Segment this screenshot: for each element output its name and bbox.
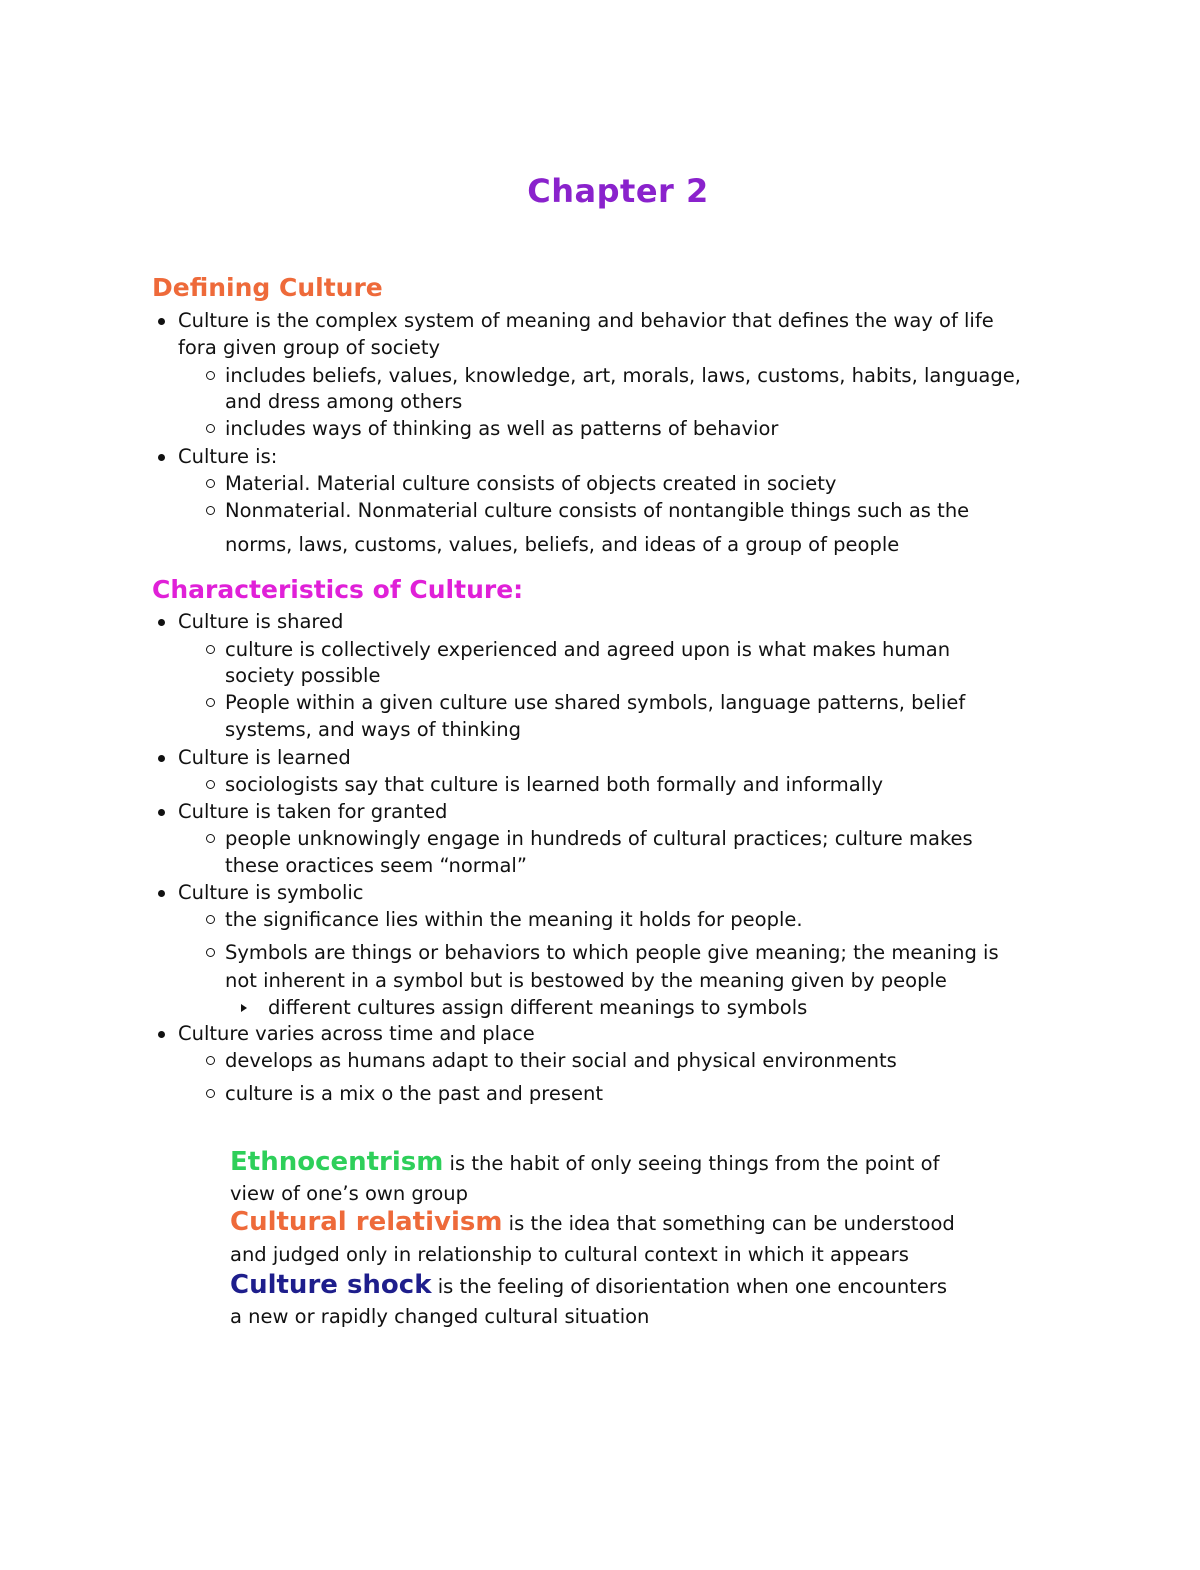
definition-relativism-cont: and judged only in relationship to cultural context in which it appears xyxy=(230,1243,909,1266)
subbullet-collectively-experienced: culture is collectively experienced and agreed upon is what makes human xyxy=(225,638,951,661)
bullet-culture-is: Culture is: xyxy=(178,445,278,468)
subbullet-nonmaterial: Nonmaterial. Nonmaterial culture consists of nontangible things such as the xyxy=(225,499,970,522)
definition-cultural-relativism xyxy=(230,1208,955,1238)
subbullet-nonmaterial-cont: norms, laws, customs, values, beliefs, and ideas of a group of people xyxy=(225,533,900,556)
definition-ethnocentrism xyxy=(230,1148,939,1178)
bullet-culture-definition-cont: fora given group of society xyxy=(178,336,441,359)
bullet-culture-varies: Culture varies across time and place xyxy=(178,1022,535,1045)
definition-shock-text: is the feeling of disorientation when one encounters xyxy=(431,1275,948,1298)
term-cultural-relativism: Cultural relativism xyxy=(230,1207,503,1237)
term-ethnocentrism: Ethnocentrism xyxy=(230,1147,444,1177)
bullet-culture-symbolic: Culture is symbolic xyxy=(178,881,364,904)
subbullet-includes-beliefs: includes beliefs, values, knowledge, art, morals, laws, customs, habits, language, xyxy=(225,364,1021,387)
term-culture-shock: Culture shock xyxy=(230,1270,432,1300)
bullet-culture-taken-for-granted: Culture is taken for granted xyxy=(178,800,448,823)
subbullet-shared-symbols: People within a given culture use shared symbols, language patterns, belief xyxy=(225,691,966,714)
subbullet-collectively-experienced-cont: society possible xyxy=(225,664,381,687)
section-heading-defining-culture: Defining Culture xyxy=(152,273,383,302)
subbullet-includes-beliefs-cont: and dress among others xyxy=(225,390,463,413)
subbullet-ways-of-thinking: includes ways of thinking as well as patterns of behavior xyxy=(225,417,779,440)
subbullet-symbols-definition-cont: not inherent in a symbol but is bestowed by the meaning given by people xyxy=(225,969,947,992)
subbullet-learned-formally: sociologists say that culture is learned both formally and informally xyxy=(225,773,884,796)
definition-ethnocentrism-cont: view of one’s own group xyxy=(230,1182,469,1205)
definition-relativism-text: is the idea that something can be understood xyxy=(502,1212,955,1235)
definition-culture-shock xyxy=(230,1271,947,1301)
subbullet-shared-symbols-cont: systems, and ways of thinking xyxy=(225,718,521,741)
subbullet-material: Material. Material culture consists of objects created in society xyxy=(225,472,837,495)
subbullet-significance: the significance lies within the meaning it holds for people. xyxy=(225,908,803,931)
subbullet-mix-past-present: culture is a mix o the past and present xyxy=(225,1082,604,1105)
page-title: Chapter 2 xyxy=(527,172,709,210)
bullet-culture-shared: Culture is shared xyxy=(178,610,344,633)
subbullet-cultural-practices-cont: these oractices seem “normal” xyxy=(225,854,527,877)
subbullet-symbols-definition: Symbols are things or behaviors to which people give meaning; the meaning is xyxy=(225,941,999,964)
bullet-culture-learned: Culture is learned xyxy=(178,746,351,769)
section-heading-characteristics: Characteristics of Culture: xyxy=(152,575,524,604)
definition-shock-cont: a new or rapidly changed cultural situation xyxy=(230,1305,650,1328)
bullet-culture-definition: Culture is the complex system of meaning and behavior that defines the way of life xyxy=(178,309,994,332)
subbullet-humans-adapt: develops as humans adapt to their social and physical environments xyxy=(225,1049,897,1072)
subsubbullet-different-meanings: different cultures assign different meanings to symbols xyxy=(268,996,808,1019)
subbullet-cultural-practices: people unknowingly engage in hundreds of cultural practices; culture makes xyxy=(225,827,973,850)
definition-ethnocentrism-text: is the habit of only seeing things from the point of xyxy=(443,1152,940,1175)
